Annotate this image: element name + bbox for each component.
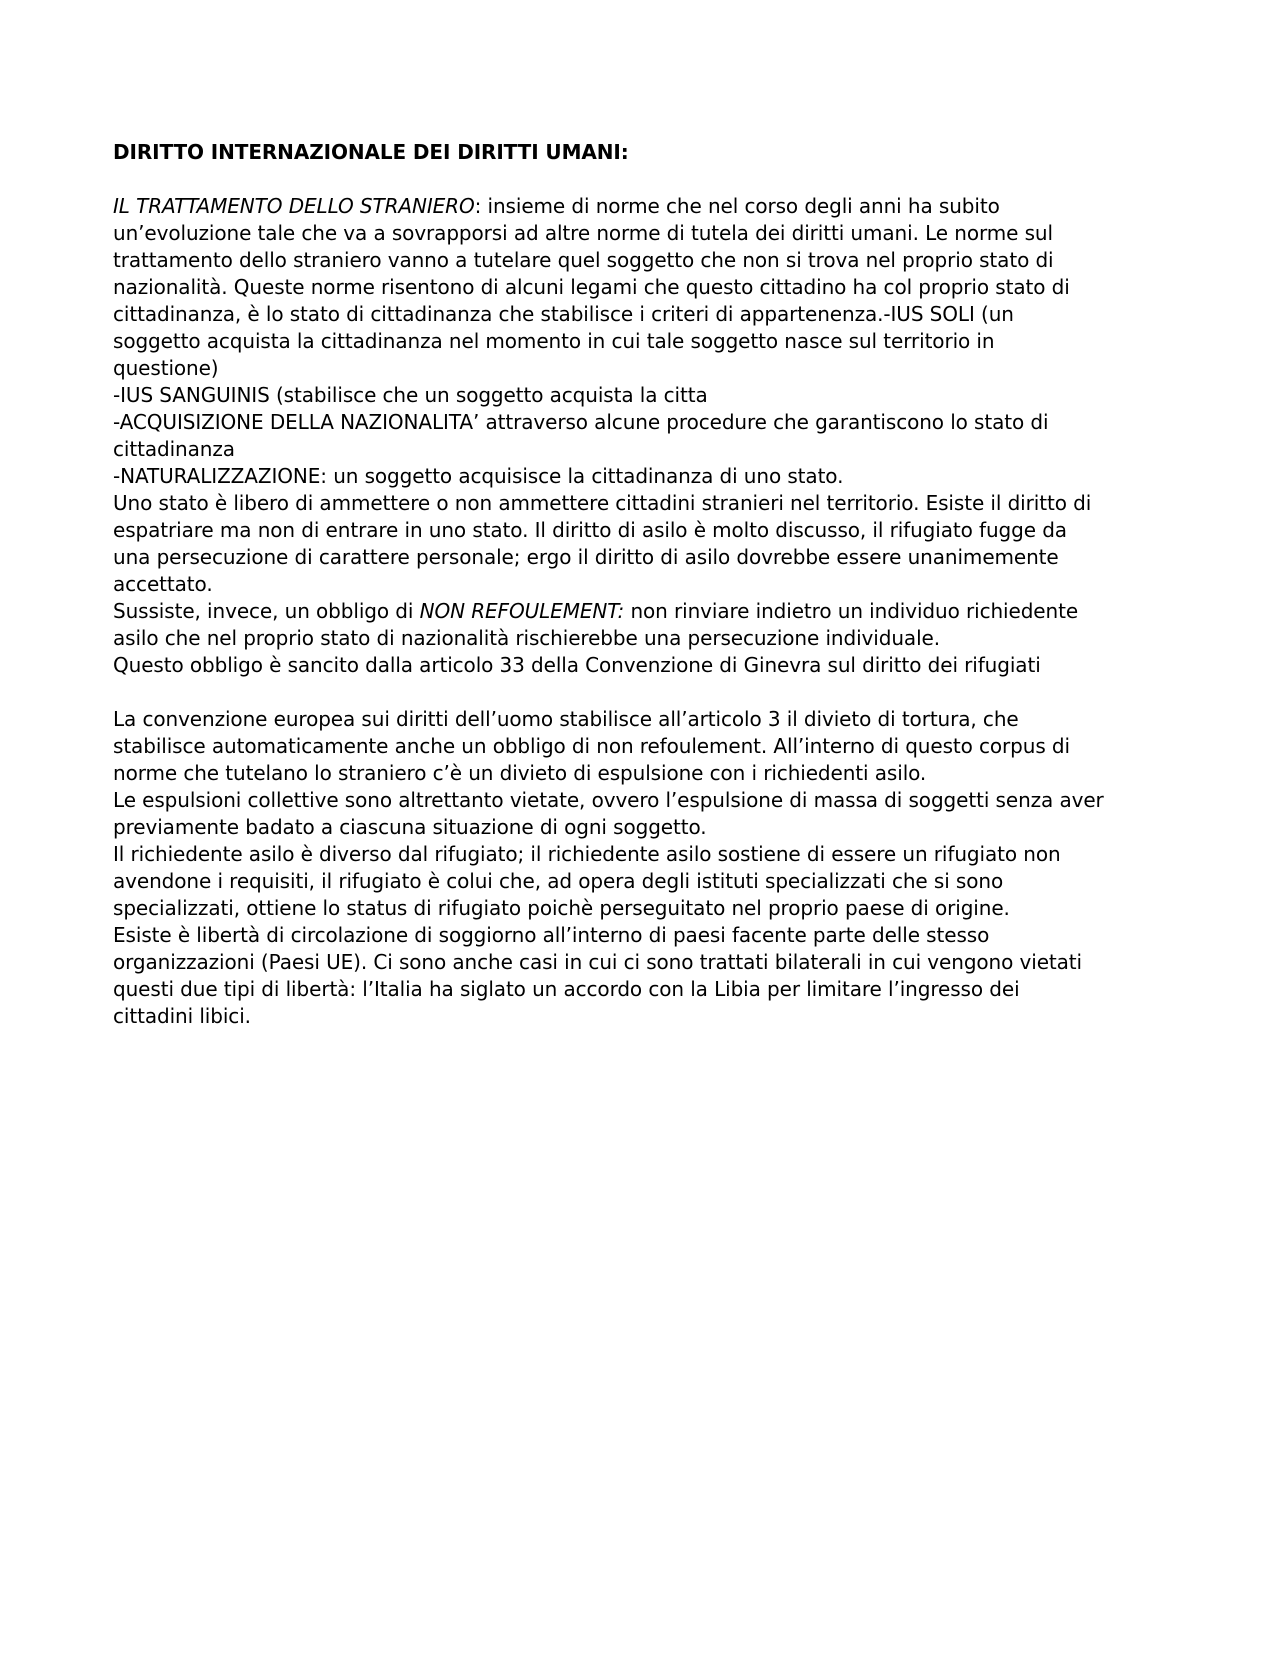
blank-line	[113, 166, 1105, 193]
paragraph	[113, 598, 1105, 652]
text-run: La convenzione europea sui diritti dell’uomo stabilisce all’articolo 3 il divieto di tortura, che stabilisce automaticamente anche un obbligo di non refoulement. All’interno di questo corpus di norme che tutelano lo straniero c’è un divieto di espulsione con i richiedenti asilo.	[113, 707, 1070, 785]
text-run: Sussiste, invece, un obbligo di	[113, 599, 420, 623]
text-run: Esiste è libertà di circolazione di soggiorno all’interno di paesi facente parte delle stesso organizzazioni (Paesi UE). Ci sono anche casi in cui ci sono trattati bilaterali in cui vengono vietati questi due tipi di libertà: l’Italia ha siglato un accordo con la Libia per limitare l’ingresso dei cittadini libici.	[113, 923, 1083, 1028]
paragraph	[113, 922, 1105, 1030]
italic-text-run: IL TRATTAMENTO DELLO STRANIERO	[113, 194, 475, 218]
document-body	[113, 166, 1105, 1030]
paragraph	[113, 841, 1105, 922]
paragraph	[113, 409, 1105, 463]
paragraph	[113, 382, 1105, 409]
text-run: Il richiedente asilo è diverso dal rifugiato; il richiedente asilo sostiene di essere un rifugiato non avendone i requisiti, il rifugiato è colui che, ad opera degli istituti specializzati che si sono specializzati, ottiene lo status di rifugiato poichè perseguitato nel proprio paese di origine.	[113, 842, 1061, 920]
paragraph	[113, 463, 1105, 490]
text-run: Questo obbligo è sancito dalla articolo 33 della Convenzione di Ginevra sul diritto dei rifugiati	[113, 653, 1041, 677]
text-run: Uno stato è libero di ammettere o non ammettere cittadini stranieri nel territorio. Esiste il diritto di espatriare ma non di entrare in uno stato. Il diritto di asilo è molto discusso, il rifugiato fugge da una persecuzione di carattere personale; ergo il diritto di asilo dovrebbe essere unanimemente accettato.	[113, 491, 1092, 596]
paragraph	[113, 193, 1105, 382]
paragraph	[113, 490, 1105, 598]
paragraph	[113, 706, 1105, 787]
text-run: non rinviare indietro un individuo richiedente asilo che nel proprio stato di nazionalità rischierebbe una persecuzione individuale.	[113, 599, 1079, 650]
paragraph	[113, 652, 1105, 679]
document-content	[113, 139, 1105, 1030]
text-run: Le espulsioni collettive sono altrettanto vietate, ovvero l’espulsione di massa di soggetti senza aver previamente badato a ciascuna situazione di ogni soggetto.	[113, 788, 1104, 839]
paragraph	[113, 787, 1105, 841]
text-run: : insieme di norme che nel corso degli anni ha subito un’evoluzione tale che va a sovrapporsi ad altre norme di tutela dei diritti umani. Le norme sul trattamento dello straniero vanno a tutelare quel soggetto che non si trova nel proprio stato di nazionalità. Queste norme risentono di alcuni legami che questo cittadino ha col proprio stato di cittadinanza, è lo stato di cittadinanza che stabilisce i criteri di appartenenza.-IUS SOLI (un soggetto acquista la cittadinanza nel momento in cui tale soggetto nasce sul territorio in questione)	[113, 194, 1070, 380]
italic-text-run: NON REFOULEMENT:	[419, 599, 625, 623]
text-run: -ACQUISIZIONE DELLA NAZIONALITA’ attraverso alcune procedure che garantiscono lo stato di cittadinanza	[113, 410, 1049, 461]
blank-line	[113, 679, 1105, 706]
text-run: -IUS SANGUINIS (stabilisce che un soggetto acquista la citta	[113, 383, 708, 407]
document-title: DIRITTO INTERNAZIONALE DEI DIRITTI UMANI:	[113, 140, 629, 164]
text-run: -NATURALIZZAZIONE: un soggetto acquisisce la cittadinanza di uno stato.	[113, 464, 844, 488]
